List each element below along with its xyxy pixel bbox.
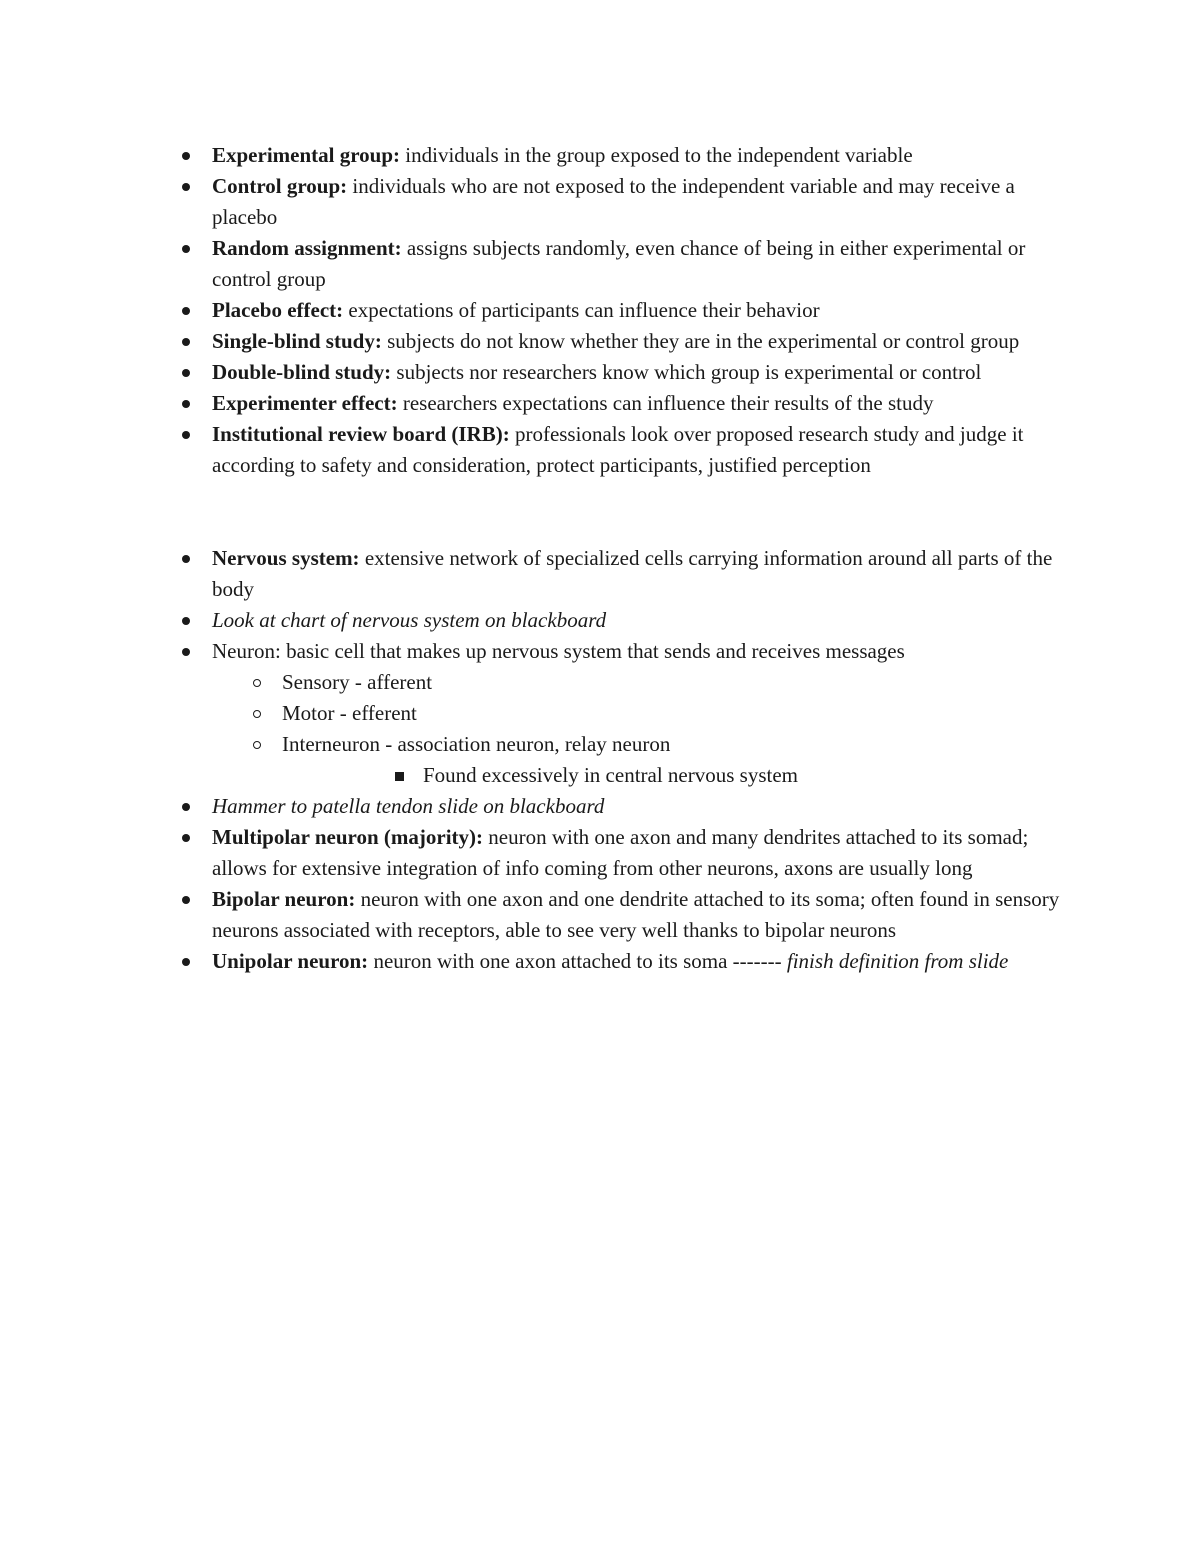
list-item-experimental-group	[180, 140, 1070, 171]
italic-note: Hammer to patella tendon slide on blackboard	[212, 794, 605, 818]
list-item-experimenter-effect	[180, 388, 1070, 419]
italic-note: finish definition from slide	[786, 949, 1009, 973]
list-item-interneuron	[212, 729, 1070, 791]
notes-content	[180, 140, 1070, 977]
term: Unipolar neuron:	[212, 949, 369, 973]
definition: neuron with one axon and one dendrite attached to its soma; often found in sensory neurons associated with receptors, able to see very well thanks to bipolar neurons	[212, 887, 1060, 942]
term: Double-blind study:	[212, 360, 392, 384]
list-item-sensory: Sensory - afferent	[212, 667, 1070, 698]
interneuron-sublist	[282, 760, 1070, 791]
definition: neuron with one axon attached to its soma -------	[368, 949, 787, 973]
term: Single-blind study:	[212, 329, 382, 353]
list-item-multipolar	[180, 822, 1070, 884]
term: Institutional review board (IRB):	[212, 422, 510, 446]
term: Multipolar neuron (majority):	[212, 825, 484, 849]
interneuron-text: Interneuron - association neuron, relay neuron	[282, 732, 671, 756]
list-item-neuron	[180, 636, 1070, 791]
definition: professionals look over proposed research study and judge it according to safety and consideration, protect participants, justified perception	[212, 422, 1024, 477]
definition: subjects nor researchers know which group is experimental or control	[391, 360, 982, 384]
section-gap	[180, 481, 1070, 543]
list-item-bipolar	[180, 884, 1070, 946]
definition: researchers expectations can influence their results of the study	[397, 391, 934, 415]
definition: individuals who are not exposed to the independent variable and may receive a placebo	[212, 174, 1015, 229]
list-item-placebo-effect	[180, 295, 1070, 326]
definition: individuals in the group exposed to the independent variable	[400, 143, 913, 167]
term: Bipolar neuron:	[212, 887, 356, 911]
list-item-double-blind	[180, 357, 1070, 388]
list-item-control-group	[180, 171, 1070, 233]
list-item-chart-note	[180, 605, 1070, 636]
italic-note: Look at chart of nervous system on blackboard	[212, 608, 607, 632]
list-item-hammer-note	[180, 791, 1070, 822]
list-item-irb	[180, 419, 1070, 481]
list-item-nervous-system	[180, 543, 1070, 605]
definition: subjects do not know whether they are in the experimental or control group	[381, 329, 1020, 353]
list-item-unipolar	[180, 946, 1070, 977]
nervous-system-list	[180, 543, 1070, 977]
term: Random assignment:	[212, 236, 402, 260]
neuron-types-list	[212, 667, 1070, 791]
list-item-single-blind	[180, 326, 1070, 357]
definition: neuron with one axon and many dendrites attached to its somad; allows for extensive integration of info coming from other neurons, axons are usually long	[212, 825, 1029, 880]
term: Experimental group:	[212, 143, 401, 167]
list-item-motor: Motor - efferent	[212, 698, 1070, 729]
neuron-text: Neuron: basic cell that makes up nervous system that sends and receives messages	[212, 639, 905, 663]
list-item-random-assignment	[180, 233, 1070, 295]
definition: assigns subjects randomly, even chance of being in either experimental or control group	[212, 236, 1026, 291]
definition: expectations of participants can influence their behavior	[343, 298, 820, 322]
term: Nervous system:	[212, 546, 360, 570]
term: Placebo effect:	[212, 298, 344, 322]
term: Experimenter effect:	[212, 391, 398, 415]
research-methods-list	[180, 140, 1070, 481]
definition: extensive network of specialized cells carrying information around all parts of the body	[212, 546, 1053, 601]
term: Control group:	[212, 174, 348, 198]
list-item-interneuron-note: Found excessively in central nervous system	[282, 760, 1070, 791]
